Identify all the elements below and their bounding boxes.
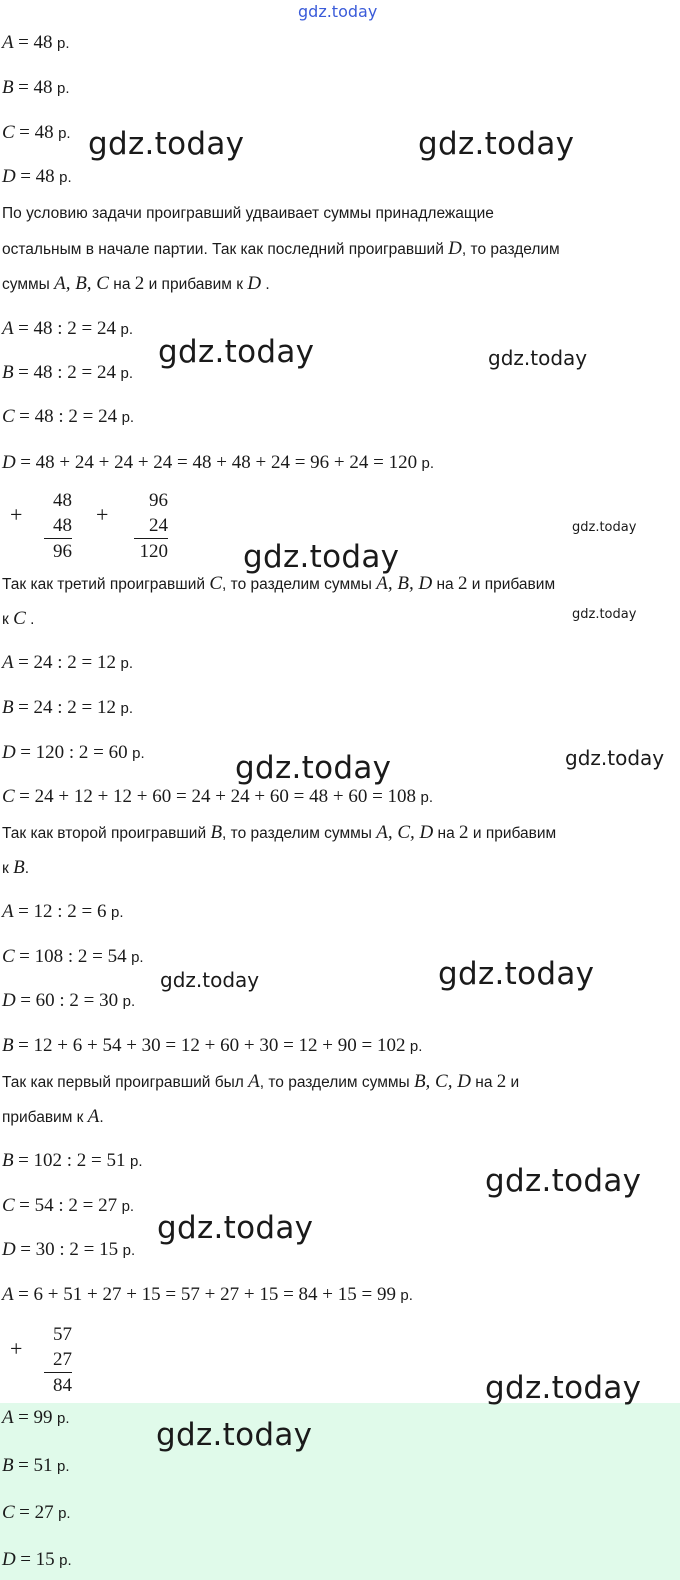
equation-line: C = 24 + 12 + 12 + 60 = 24 + 24 + 60 = 48 + 60 = 108 р. — [2, 786, 434, 807]
paragraph-line: суммы A, B, C на 2 и прибавим к D . — [2, 273, 270, 294]
equation-line: C = 54 : 2 = 27 р. — [2, 1195, 135, 1216]
answer-block — [0, 1403, 680, 1580]
column-addition: 96 24 120 — [134, 488, 168, 564]
answer-line: C = 27 р. — [2, 1502, 71, 1523]
watermark: gdz.today — [485, 1370, 642, 1406]
paragraph-line: к C . — [2, 608, 35, 629]
equation-line: B = 48 : 2 = 24 р. — [2, 362, 133, 383]
equation-line: A = 24 : 2 = 12 р. — [2, 652, 133, 673]
plus-sign: + — [10, 502, 23, 527]
equation-line: B = 102 : 2 = 51 р. — [2, 1150, 143, 1171]
watermark: gdz.today — [88, 126, 245, 162]
watermark: gdz.today — [488, 346, 588, 370]
column-addition: 48 48 96 — [44, 488, 72, 564]
plus-sign: + — [96, 502, 109, 527]
site-header-link[interactable]: gdz.today — [298, 2, 378, 21]
equation-line: C = 48 : 2 = 24 р. — [2, 406, 135, 427]
watermark: gdz.today — [158, 334, 315, 370]
equation-line: A = 6 + 51 + 27 + 15 = 57 + 27 + 15 = 84 + 15 = 99 р. — [2, 1284, 413, 1305]
equation-line: C = 108 : 2 = 54 р. — [2, 946, 144, 967]
answer-line: A = 99 р. — [2, 1407, 70, 1428]
paragraph-line: По условию задачи проигравший удваивает суммы принадлежащие — [2, 205, 494, 222]
equation-line: B = 48 р. — [2, 77, 70, 98]
equation-line: B = 12 + 6 + 54 + 30 = 12 + 60 + 30 = 12 + 90 = 102 р. — [2, 1035, 423, 1056]
answer-line: D = 15 р. — [2, 1549, 72, 1570]
equation-line: B = 24 : 2 = 12 р. — [2, 697, 133, 718]
equation-line: A = 48 р. — [2, 32, 70, 53]
answer-line: B = 51 р. — [2, 1455, 70, 1476]
equation-line: D = 60 : 2 = 30 р. — [2, 990, 136, 1011]
paragraph-line: остальным в начале партии. Так как последний проигравший D, то разделим — [2, 238, 560, 259]
equation-line: D = 48 р. — [2, 166, 72, 187]
watermark: gdz.today — [572, 607, 637, 622]
plus-sign: + — [10, 1336, 23, 1361]
watermark: gdz.today — [565, 746, 665, 770]
equation-line: A = 12 : 2 = 6 р. — [2, 901, 124, 922]
watermark: gdz.today — [418, 126, 575, 162]
paragraph-line: Так как третий проигравший C, то разделим суммы A, B, D на 2 и прибавим — [2, 573, 556, 594]
watermark: gdz.today — [235, 750, 392, 786]
paragraph-line: прибавим к A. — [2, 1106, 104, 1127]
watermark: gdz.today — [485, 1163, 642, 1199]
paragraph-line: Так как второй проигравший B, то разделим суммы A, C, D на 2 и прибавим — [2, 822, 557, 843]
equation-line: D = 30 : 2 = 15 р. — [2, 1239, 136, 1260]
paragraph-line: к B. — [2, 857, 30, 878]
watermark: gdz.today — [160, 968, 260, 992]
paragraph-line: Так как первый проигравший был A, то разделим суммы B, C, D на 2 и — [2, 1071, 520, 1092]
equation-line: C = 48 р. — [2, 122, 71, 143]
column-addition: 57 27 84 — [44, 1322, 72, 1398]
watermark: gdz.today — [438, 956, 595, 992]
equation-line: D = 48 + 24 + 24 + 24 = 48 + 48 + 24 = 96 + 24 = 120 р. — [2, 452, 435, 473]
watermark: gdz.today — [243, 539, 400, 575]
equation-line: A = 48 : 2 = 24 р. — [2, 318, 133, 339]
watermark: gdz.today — [156, 1417, 313, 1453]
watermark: gdz.today — [157, 1210, 314, 1246]
equation-line: D = 120 : 2 = 60 р. — [2, 742, 145, 763]
watermark: gdz.today — [572, 520, 637, 535]
